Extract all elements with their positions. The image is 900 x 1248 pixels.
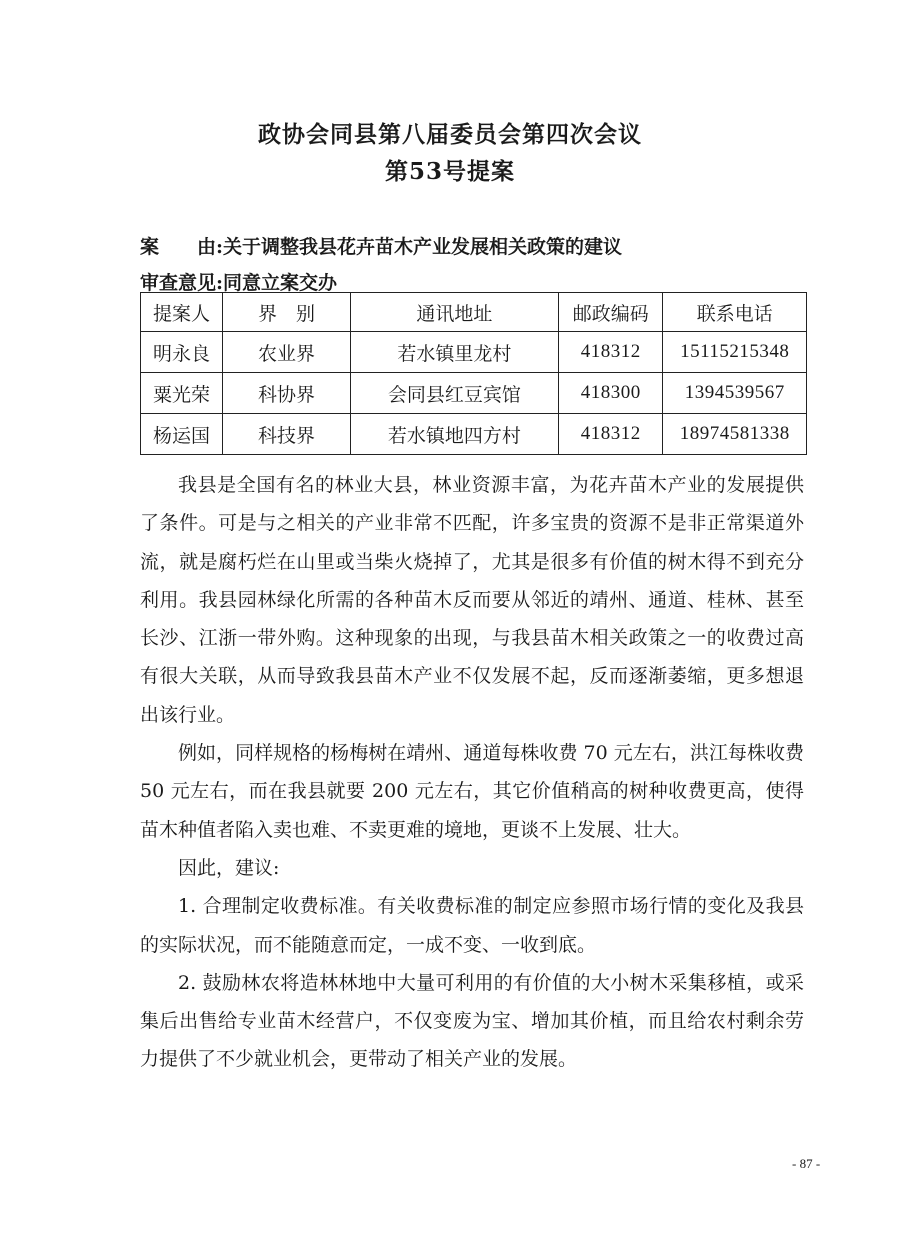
- proposer-name: 粟光荣: [141, 373, 223, 414]
- column-header: 提案人: [141, 293, 223, 332]
- review-line: [140, 268, 337, 295]
- body-paragraph: 我县是全国有名的林业大县，林业资源丰富，为花卉苗木产业的发展提供了条件。可是与之相关的产业非常不匹配，许多宝贵的资源不是非正常渠道外流，就是腐朽烂在山里或当柴火烧掉了，尤其是很多有价值的树木得不到充分利用。我县园林绿化所需的各种苗木反而要从邻近的靖州、通道、桂林、甚至长沙、江浙一带外购。这种现象的出现，与我县苗木相关政策之一的收费过高有很大关联，从而导致我县苗木产业不仅发展不起，反而逐渐萎缩，更多想退出该行业。: [140, 474, 804, 726]
- address: 会同县红豆宾馆: [350, 373, 558, 414]
- proposer-name: 明永良: [141, 332, 223, 373]
- review-value: 同意立案交办: [223, 272, 338, 294]
- body-paragraph: 2. 鼓励林农将造林林地中大量可利用的有价值的大小树木采集移植，或采集后出售给专业苗木经营户，不仅变废为宝、增加其价植，而且给农村剩余劳力提供了不少就业机会，更带动了相关产业的发展。: [140, 971, 804, 1071]
- body-paragraph: 1. 合理制定收费标准。有关收费标准的制定应参照市场行情的变化及我县的实际状况，而不能随意而定，一成不变、一收到底。: [140, 895, 804, 956]
- phone-number: 15115215348: [663, 332, 807, 373]
- body-paragraph: 例如，同样规格的杨梅树在靖州、通道每株收费 70 元左右，洪江每株收费 50 元左右，而在我县就要 200 元左右，其它价值稍高的树种收费更高，使得苗木种值者陷入卖也难、不卖更难的境地，更谈不上发展、壮大。: [140, 742, 804, 841]
- proposal-body: [140, 466, 804, 1079]
- phone-number: 1394539567: [663, 373, 807, 414]
- sector: 科协界: [223, 373, 351, 414]
- page-number: - 87 -: [792, 1156, 821, 1171]
- sector: 科技界: [223, 414, 351, 455]
- sector: 农业界: [223, 332, 351, 373]
- proposal-number: 第53号提案: [384, 158, 515, 185]
- contacts-table: [140, 292, 807, 455]
- column-header: 界 别: [223, 293, 351, 332]
- phone-number: 18974581338: [663, 414, 807, 455]
- body-paragraph: 因此，建议:: [178, 856, 280, 879]
- review-label: 审查意见:: [140, 272, 224, 294]
- reason-line: [140, 232, 622, 259]
- page-title: 政协会同县第八届委员会第四次会议: [258, 121, 642, 148]
- table-row: [141, 332, 807, 373]
- postal-code: 418300: [559, 373, 663, 414]
- postal-code: 418312: [559, 332, 663, 373]
- table-header-row: [141, 293, 807, 332]
- column-header: 邮政编码: [559, 293, 663, 332]
- address: 若水镇里龙村: [350, 332, 558, 373]
- postal-code: 418312: [559, 414, 663, 455]
- table-row: [141, 373, 807, 414]
- reason-label: 案 由:: [140, 236, 224, 258]
- reason-value: 关于调整我县花卉苗木产业发展相关政策的建议: [223, 236, 623, 258]
- table-row: [141, 414, 807, 455]
- address: 若水镇地四方村: [350, 414, 558, 455]
- column-header: 通讯地址: [350, 293, 558, 332]
- column-header: 联系电话: [663, 293, 807, 332]
- proposer-name: 杨运国: [141, 414, 223, 455]
